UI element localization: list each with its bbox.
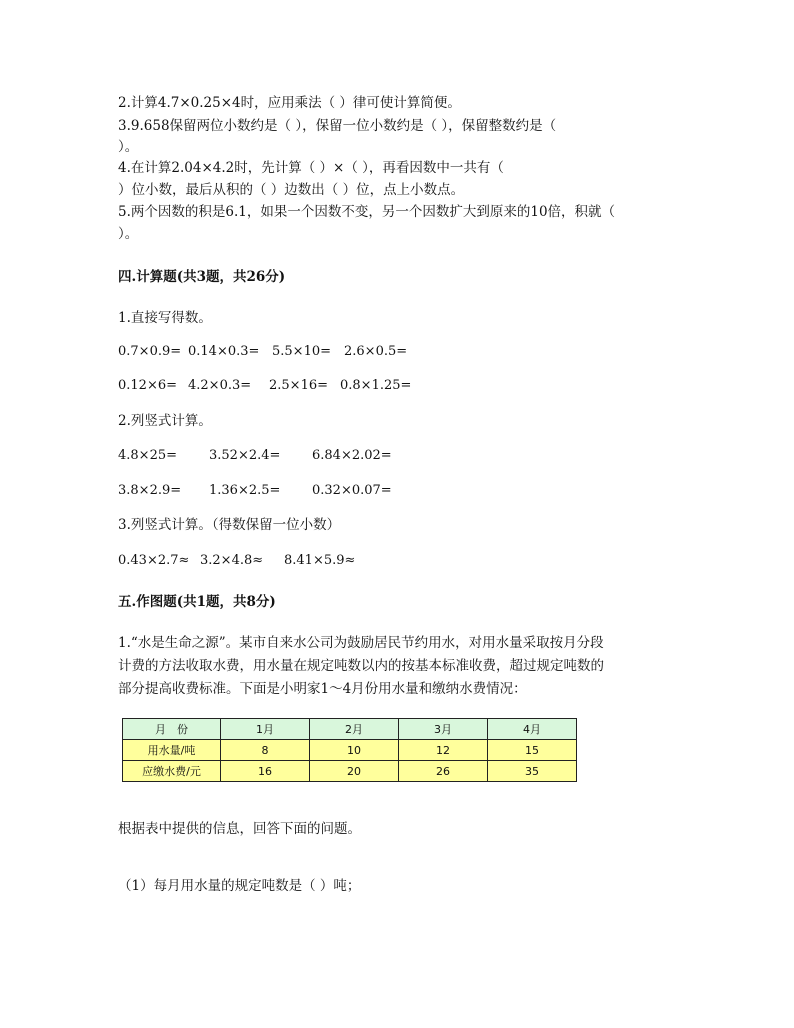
equation: 3.2×4.8≈ [200,553,264,568]
fill-question-5-line-2: ）。 [118,226,139,242]
table-header-cell: 月 份 [123,719,221,740]
equation: 1.36×2.5= [209,483,281,498]
equation: 0.43×2.7≈ [118,553,190,568]
table-cell: 26 [399,761,488,782]
table-header-cell: 1月 [221,719,310,740]
table-header-cell: 3月 [399,719,488,740]
table-row [123,761,577,782]
equation: 0.8×1.25= [340,378,412,393]
equation: 0.12×6= [118,378,178,393]
equation: 0.32×0.07= [312,483,392,498]
equation: 2.5×16= [269,378,329,393]
table-header-row [123,719,577,740]
draw-question-1-line-3: 部分提高收费标准。下面是小明家1～4月份用水量和缴纳水费情况： [118,681,527,697]
fill-question-5-line-1: 5.两个因数的积是6.1，如果一个因数不变，另一个因数扩大到原来的10倍，积就（ [118,204,616,220]
equation: 3.52×2.4= [209,448,281,463]
equation: 5.5×10= [272,344,332,359]
equation: 2.6×0.5= [344,344,408,359]
table-cell: 8 [221,740,310,761]
table-cell: 应缴水费/元 [123,761,221,782]
table-header-cell: 4月 [488,719,577,740]
fill-question-3-line-2: ）。 [118,139,139,155]
table-cell: 用水量/吨 [123,740,221,761]
table-row [123,740,577,761]
equation: 3.8×2.9= [118,483,182,498]
calc-question-1-title: 1.直接写得数。 [118,310,212,326]
equation: 0.14×0.3= [188,344,260,359]
equation: 8.41×5.9≈ [284,553,356,568]
fill-question-4-line-2: ）位小数，最后从积的（ ）边数出（ ）位，点上小数点。 [118,182,465,198]
table-cell: 10 [310,740,399,761]
table-cell: 35 [488,761,577,782]
table-header-cell: 2月 [310,719,399,740]
sub-question-1: （1）每月用水量的规定吨数是（ ）吨； [118,878,361,894]
table-cell: 20 [310,761,399,782]
calc-question-2-title: 2.列竖式计算。 [118,413,212,429]
table-cell: 12 [399,740,488,761]
fill-question-4-line-1: 4.在计算2.04×4.2时，先计算（ ）×（ ），再看因数中一共有（ [118,160,504,176]
fill-question-3-line-1: 3.9.658保留两位小数约是（ ），保留一位小数约是（ ），保留整数约是（ [118,118,557,134]
draw-question-1-line-1: 1.“水是生命之源”。某市自来水公司为鼓励居民节约用水，对用水量采取按月分段 [118,635,604,651]
instruction-text: 根据表中提供的信息，回答下面的问题。 [118,821,361,837]
equation: 6.84×2.02= [312,448,392,463]
table-cell: 15 [488,740,577,761]
section-4-title: 四.计算题(共3题，共26分) [118,269,286,285]
section-5-title: 五.作图题(共1题，共8分) [118,594,276,610]
equation: 4.2×0.3= [188,378,252,393]
draw-question-1-line-2: 计费的方法收取水费，用水量在规定吨数以内的按基本标准收费，超过规定吨数的 [118,658,604,674]
calc-question-3-title: 3.列竖式计算。（得数保留一位小数） [118,517,341,533]
equation: 0.7×0.9= [118,344,182,359]
table-cell: 16 [221,761,310,782]
water-fee-table [122,718,577,782]
fill-question-2: 2.计算4.7×0.25×4时，应用乘法（ ）律可使计算简便。 [118,95,461,111]
equation: 4.8×25= [118,448,178,463]
